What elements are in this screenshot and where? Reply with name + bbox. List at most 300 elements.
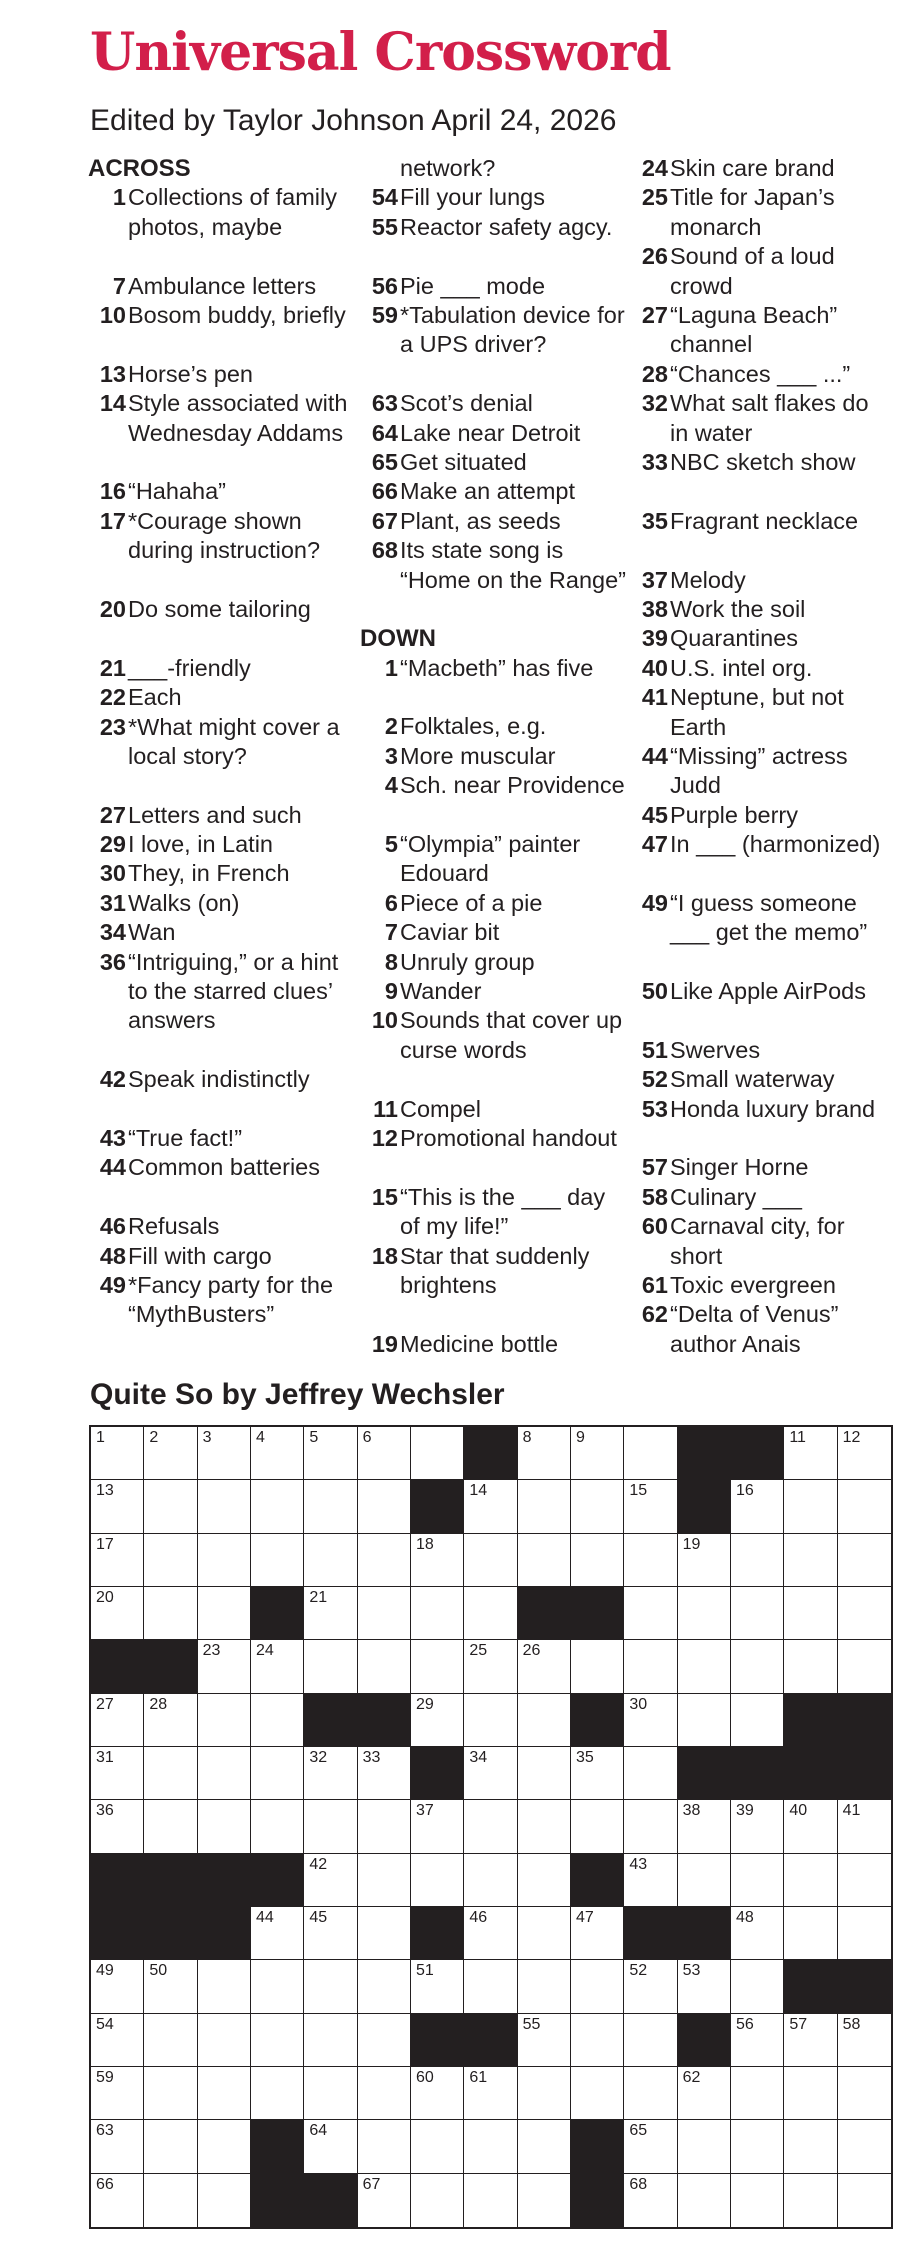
clue-item[interactable] [630, 595, 888, 624]
grid-cell[interactable] [411, 1427, 464, 1480]
grid-cell[interactable] [784, 1907, 837, 1960]
clue-item[interactable] [360, 389, 630, 418]
clue-text: Work the soil [670, 595, 806, 622]
grid-cell[interactable] [251, 1800, 304, 1853]
grid-cell[interactable] [304, 2120, 357, 2173]
grid-cell[interactable] [144, 1800, 197, 1853]
editor-date-line: Edited by Taylor Johnson April 24, 2026 [90, 104, 617, 137]
grid-cell[interactable] [251, 2067, 304, 2120]
clue-number: 5 [384, 831, 398, 858]
grid-cell[interactable] [91, 1427, 144, 1480]
clue-item[interactable] [360, 1006, 630, 1094]
clue-text: Pie ___ mode [400, 272, 546, 299]
cell-number: 55 [522, 2015, 541, 2033]
grid-cell[interactable] [464, 2120, 517, 2173]
clue-item[interactable] [88, 1124, 360, 1153]
grid-cell[interactable] [678, 1694, 731, 1747]
grid-cell[interactable] [304, 1480, 357, 1533]
clue-number: 34 [99, 919, 126, 946]
grid-cell[interactable] [464, 1800, 517, 1853]
grid-cell[interactable] [571, 2067, 624, 2120]
grid-block [678, 1907, 731, 1960]
grid-cell[interactable] [358, 1907, 411, 1960]
grid-cell[interactable] [198, 2120, 251, 2173]
grid-cell[interactable] [91, 2014, 144, 2067]
clue-item[interactable] [360, 830, 630, 889]
clue-item[interactable] [88, 477, 360, 506]
clue-number: 44 [99, 1154, 126, 1181]
clue-item[interactable] [630, 360, 888, 389]
grid-cell[interactable] [198, 1960, 251, 2013]
grid-cell[interactable] [784, 1587, 837, 1640]
grid-cell[interactable] [411, 1587, 464, 1640]
grid-cell[interactable] [91, 1534, 144, 1587]
clue-item[interactable] [360, 771, 630, 830]
cell-number: 21 [309, 1588, 328, 1606]
grid-cell[interactable] [464, 1534, 517, 1587]
grid-cell[interactable] [624, 1854, 677, 1907]
clue-text: network? [400, 155, 496, 181]
grid-cell[interactable] [678, 1587, 731, 1640]
grid-cell[interactable] [624, 2120, 677, 2173]
grid-cell[interactable] [198, 1480, 251, 1533]
grid-cell[interactable] [731, 1694, 784, 1747]
grid-cell[interactable] [571, 1747, 624, 1800]
grid-cell[interactable] [518, 2174, 571, 2227]
grid-cell[interactable] [198, 2014, 251, 2067]
grid-cell[interactable] [518, 1480, 571, 1533]
grid-cell[interactable] [198, 2174, 251, 2227]
clue-number: 59 [371, 301, 398, 328]
grid-cell[interactable] [518, 1694, 571, 1747]
clue-item[interactable] [88, 507, 360, 595]
grid-cell[interactable] [198, 1534, 251, 1587]
clue-item[interactable] [88, 713, 360, 801]
grid-cell[interactable] [518, 1747, 571, 1800]
grid-cell[interactable] [784, 2014, 837, 2067]
grid-cell[interactable] [411, 2174, 464, 2227]
clue-item[interactable] [360, 448, 630, 477]
grid-cell[interactable] [144, 1587, 197, 1640]
grid-cell[interactable] [624, 2067, 677, 2120]
grid-cell[interactable] [304, 1907, 357, 1960]
grid-cell[interactable] [678, 1534, 731, 1587]
grid-cell[interactable] [678, 1800, 731, 1853]
grid-cell[interactable] [198, 1640, 251, 1693]
grid-cell[interactable] [518, 2014, 571, 2067]
grid-cell[interactable] [144, 2174, 197, 2227]
clue-text: “This is the ___ day of my life!” [400, 1183, 606, 1240]
grid-cell[interactable] [198, 1427, 251, 1480]
grid-cell[interactable] [464, 1640, 517, 1693]
clue-number: 61 [641, 1272, 668, 1299]
clue-item[interactable] [630, 507, 888, 566]
clue-item[interactable] [630, 1183, 888, 1212]
clue-item[interactable] [88, 1242, 360, 1271]
clue-item[interactable] [88, 1212, 360, 1241]
grid-cell[interactable] [251, 1480, 304, 1533]
grid-cell[interactable] [571, 1480, 624, 1533]
grid-cell[interactable] [731, 1640, 784, 1693]
clue-item[interactable] [630, 1153, 888, 1182]
grid-cell[interactable] [731, 1480, 784, 1533]
grid-cell[interactable] [518, 1534, 571, 1587]
grid-cell[interactable] [624, 1534, 677, 1587]
grid-cell[interactable] [571, 1640, 624, 1693]
cell-number: 25 [469, 1642, 488, 1660]
grid-cell[interactable] [304, 1747, 357, 1800]
grid-cell[interactable] [678, 1960, 731, 2013]
grid-cell[interactable] [144, 1747, 197, 1800]
clue-item[interactable] [360, 272, 630, 301]
grid-cell[interactable] [464, 1694, 517, 1747]
grid-cell[interactable] [91, 1960, 144, 2013]
clue-item[interactable] [88, 272, 360, 301]
grid-cell[interactable] [198, 1800, 251, 1853]
grid-cell[interactable] [731, 1907, 784, 1960]
grid-cell[interactable] [784, 1427, 837, 1480]
clue-item[interactable] [360, 918, 630, 947]
grid-cell[interactable] [91, 1747, 144, 1800]
grid-cell[interactable] [571, 1800, 624, 1853]
grid-cell[interactable] [624, 1694, 677, 1747]
clue-text: “Laguna Beach” channel [670, 301, 838, 358]
clue-item[interactable] [630, 1095, 888, 1154]
grid-cell[interactable] [144, 1480, 197, 1533]
clue-item[interactable] [360, 712, 630, 741]
clue-text: Horse’s pen [128, 360, 253, 387]
clue-item[interactable] [630, 1036, 888, 1065]
clue-item[interactable] [630, 801, 888, 830]
grid-cell[interactable] [784, 1800, 837, 1853]
grid-cell[interactable] [464, 1907, 517, 1960]
clue-item[interactable] [630, 301, 888, 360]
grid-cell[interactable] [358, 1800, 411, 1853]
clue-item[interactable] [88, 918, 360, 947]
grid-cell[interactable] [358, 2174, 411, 2227]
clue-item[interactable] [360, 654, 630, 713]
clue-item[interactable] [360, 1242, 630, 1330]
clue-item[interactable] [630, 154, 888, 183]
clue-text: Piece of a pie [400, 889, 543, 916]
grid-cell[interactable] [624, 1640, 677, 1693]
clue-item[interactable] [360, 977, 630, 1006]
grid-block [571, 2174, 624, 2227]
grid-cell[interactable] [838, 1587, 891, 1640]
clue-item[interactable] [630, 1212, 888, 1271]
clue-item[interactable] [630, 566, 888, 595]
clue-item[interactable] [88, 1271, 360, 1359]
grid-cell[interactable] [838, 1640, 891, 1693]
grid-cell[interactable] [411, 1640, 464, 1693]
clue-item[interactable] [360, 183, 630, 212]
grid-cell[interactable] [518, 1800, 571, 1853]
grid-cell[interactable] [144, 2014, 197, 2067]
grid-cell[interactable] [571, 1960, 624, 2013]
grid-cell[interactable] [624, 1480, 677, 1533]
clue-item[interactable] [630, 1300, 888, 1359]
grid-cell[interactable] [464, 1960, 517, 2013]
clue-number: 62 [641, 1301, 668, 1328]
clue-item[interactable] [88, 654, 360, 683]
grid-cell[interactable] [144, 2067, 197, 2120]
clue-item[interactable] [360, 419, 630, 448]
grid-cell[interactable] [838, 1534, 891, 1587]
grid-cell[interactable] [624, 2014, 677, 2067]
clue-item[interactable] [360, 889, 630, 918]
clue-item[interactable] [630, 830, 888, 889]
clue-item[interactable] [360, 1124, 630, 1183]
clue-item[interactable] [88, 360, 360, 389]
grid-block [571, 1587, 624, 1640]
cell-number: 3 [202, 1429, 212, 1446]
grid-block [411, 1907, 464, 1960]
grid-cell[interactable] [304, 2067, 357, 2120]
grid-cell[interactable] [358, 1480, 411, 1533]
grid-cell[interactable] [571, 2014, 624, 2067]
clue-item[interactable] [88, 801, 360, 830]
grid-cell[interactable] [838, 1854, 891, 1907]
grid-cell[interactable] [678, 1854, 731, 1907]
grid-cell[interactable] [624, 1747, 677, 1800]
grid-cell[interactable] [464, 1747, 517, 1800]
grid-cell[interactable] [144, 1694, 197, 1747]
grid-cell[interactable] [198, 1747, 251, 1800]
clue-item[interactable] [630, 742, 888, 801]
grid-cell[interactable] [784, 1480, 837, 1533]
grid-cell[interactable] [678, 2174, 731, 2227]
grid-cell[interactable] [464, 2174, 517, 2227]
clue-text: Ambulance letters [128, 272, 317, 299]
clue-item[interactable] [360, 507, 630, 536]
clue-text: “Macbeth” has five [400, 654, 594, 681]
grid-cell[interactable] [784, 2067, 837, 2120]
grid-cell[interactable] [678, 1640, 731, 1693]
clue-number: 53 [641, 1095, 668, 1122]
grid-cell[interactable] [304, 1854, 357, 1907]
clue-item[interactable] [360, 301, 630, 389]
grid-cell[interactable] [678, 2067, 731, 2120]
clue-item[interactable] [360, 536, 630, 624]
grid-cell[interactable] [411, 2120, 464, 2173]
grid-cell[interactable] [838, 2067, 891, 2120]
grid-cell[interactable] [731, 1534, 784, 1587]
grid-cell[interactable] [838, 1480, 891, 1533]
clue-item[interactable] [360, 742, 630, 771]
grid-cell[interactable] [571, 1427, 624, 1480]
clue-item[interactable] [630, 624, 888, 653]
clue-item[interactable] [88, 683, 360, 712]
cell-number: 66 [96, 2175, 114, 2193]
grid-block [731, 1427, 784, 1480]
grid-block [198, 1907, 251, 1960]
clue-item[interactable] [360, 1183, 630, 1242]
grid-cell[interactable] [784, 1640, 837, 1693]
clue-item[interactable] [630, 389, 888, 448]
grid-cell[interactable] [411, 1534, 464, 1587]
grid-cell[interactable] [358, 2014, 411, 2067]
grid-cell[interactable] [358, 2120, 411, 2173]
grid-cell[interactable] [304, 2014, 357, 2067]
grid-cell[interactable] [518, 2120, 571, 2173]
grid-cell[interactable] [518, 2067, 571, 2120]
grid-cell[interactable] [838, 1800, 891, 1853]
clue-number: 11 [373, 1095, 398, 1122]
clue-item[interactable] [630, 683, 888, 742]
grid-cell[interactable] [784, 2120, 837, 2173]
grid-cell[interactable] [464, 1480, 517, 1533]
grid-cell[interactable] [838, 2120, 891, 2173]
grid-cell[interactable] [304, 1960, 357, 2013]
grid-cell[interactable] [91, 1694, 144, 1747]
clue-item[interactable] [360, 948, 630, 977]
grid-cell[interactable] [838, 1427, 891, 1480]
grid-cell[interactable] [251, 1960, 304, 2013]
clue-item[interactable] [88, 389, 360, 477]
clue-item[interactable] [88, 1065, 360, 1124]
grid-cell[interactable] [358, 1960, 411, 2013]
grid-cell[interactable] [91, 2174, 144, 2227]
clue-text: Title for Japan’s monarch [670, 184, 835, 240]
grid-cell[interactable] [411, 2067, 464, 2120]
grid-cell[interactable] [518, 1960, 571, 2013]
grid-block [464, 1427, 517, 1480]
clue-item[interactable] [630, 448, 888, 507]
grid-cell[interactable] [731, 2067, 784, 2120]
clue-item[interactable] [360, 213, 630, 272]
grid-cell[interactable] [358, 2067, 411, 2120]
grid-cell[interactable] [464, 1854, 517, 1907]
grid-cell[interactable] [518, 1907, 571, 1960]
grid-cell[interactable] [784, 1854, 837, 1907]
grid-block [251, 2174, 304, 2227]
clue-item[interactable] [88, 183, 360, 271]
grid-cell[interactable] [678, 2120, 731, 2173]
grid-cell[interactable] [518, 1427, 571, 1480]
grid-cell[interactable] [304, 1534, 357, 1587]
grid-cell[interactable] [251, 1747, 304, 1800]
grid-cell[interactable] [731, 1587, 784, 1640]
grid-cell[interactable] [304, 1427, 357, 1480]
grid-cell[interactable] [411, 1854, 464, 1907]
grid-cell[interactable] [251, 2014, 304, 2067]
grid-cell[interactable] [624, 1800, 677, 1853]
grid-cell[interactable] [198, 1587, 251, 1640]
grid-cell[interactable] [571, 1907, 624, 1960]
grid-cell[interactable] [91, 1480, 144, 1533]
grid-cell[interactable] [198, 2067, 251, 2120]
clue-number: 29 [99, 831, 126, 858]
grid-cell[interactable] [91, 1587, 144, 1640]
grid-cell[interactable] [304, 1640, 357, 1693]
grid-cell[interactable] [144, 2120, 197, 2173]
clue-item[interactable] [88, 595, 360, 654]
grid-cell[interactable] [251, 1907, 304, 1960]
clue-item[interactable] [630, 654, 888, 683]
clue-item[interactable] [88, 1153, 360, 1212]
grid-cell[interactable] [464, 2067, 517, 2120]
grid-cell[interactable] [91, 1800, 144, 1853]
clue-item[interactable] [630, 1271, 888, 1300]
grid-cell[interactable] [304, 1587, 357, 1640]
grid-cell[interactable] [411, 1800, 464, 1853]
grid-cell[interactable] [411, 1694, 464, 1747]
grid-cell[interactable] [358, 1747, 411, 1800]
clue-item[interactable] [360, 1330, 630, 1359]
clue-text: Sound of a loud crowd [670, 243, 835, 299]
grid-cell[interactable] [784, 2174, 837, 2227]
grid-cell[interactable] [411, 1960, 464, 2013]
grid-cell[interactable] [304, 1800, 357, 1853]
cell-number: 13 [96, 1482, 114, 1500]
grid-cell[interactable] [198, 1694, 251, 1747]
clue-item[interactable] [360, 477, 630, 506]
grid-cell[interactable] [144, 1960, 197, 2013]
grid-cell[interactable] [624, 1960, 677, 2013]
grid-cell[interactable] [358, 1427, 411, 1480]
grid-cell[interactable] [144, 1534, 197, 1587]
cell-number: 65 [629, 2122, 648, 2140]
grid-cell[interactable] [251, 1427, 304, 1480]
grid-cell[interactable] [251, 1640, 304, 1693]
clue-text: Fragrant necklace [670, 507, 859, 534]
grid-cell[interactable] [838, 1907, 891, 1960]
crossword-grid[interactable] [89, 1425, 893, 2229]
grid-cell[interactable] [358, 1854, 411, 1907]
clue-item[interactable] [88, 948, 360, 1066]
grid-cell[interactable] [731, 2120, 784, 2173]
grid-cell[interactable] [358, 1640, 411, 1693]
grid-block [144, 1907, 197, 1960]
grid-cell[interactable] [624, 1427, 677, 1480]
grid-cell[interactable] [731, 1960, 784, 2013]
section-heading-down: DOWN [360, 625, 436, 653]
clue-item[interactable] [630, 977, 888, 1036]
clue-item[interactable] [88, 889, 360, 918]
clue-item[interactable] [630, 889, 888, 977]
grid-cell[interactable] [838, 2014, 891, 2067]
grid-cell[interactable] [251, 1694, 304, 1747]
clue-item[interactable] [88, 830, 360, 859]
grid-cell[interactable] [358, 1534, 411, 1587]
grid-cell[interactable] [251, 1534, 304, 1587]
grid-cell[interactable] [624, 1587, 677, 1640]
clue-item[interactable] [360, 154, 630, 183]
grid-cell[interactable] [518, 1640, 571, 1693]
clue-item[interactable] [88, 301, 360, 360]
grid-cell[interactable] [571, 1534, 624, 1587]
clue-item[interactable] [630, 242, 888, 301]
grid-cell[interactable] [91, 2120, 144, 2173]
grid-cell[interactable] [624, 2174, 677, 2227]
grid-cell[interactable] [784, 1534, 837, 1587]
clue-text: *What might cover a local story? [128, 713, 340, 769]
clue-item[interactable] [88, 859, 360, 888]
grid-cell[interactable] [731, 2014, 784, 2067]
grid-cell[interactable] [838, 2174, 891, 2227]
grid-cell[interactable] [518, 1854, 571, 1907]
clue-item[interactable] [630, 1065, 888, 1094]
grid-cell[interactable] [144, 1427, 197, 1480]
grid-cell[interactable] [731, 1800, 784, 1853]
grid-cell[interactable] [464, 1587, 517, 1640]
grid-cell[interactable] [358, 1587, 411, 1640]
grid-cell[interactable] [731, 2174, 784, 2227]
clue-item[interactable] [630, 183, 888, 242]
clue-item[interactable] [360, 1095, 630, 1124]
grid-cell[interactable] [731, 1854, 784, 1907]
grid-cell[interactable] [91, 2067, 144, 2120]
